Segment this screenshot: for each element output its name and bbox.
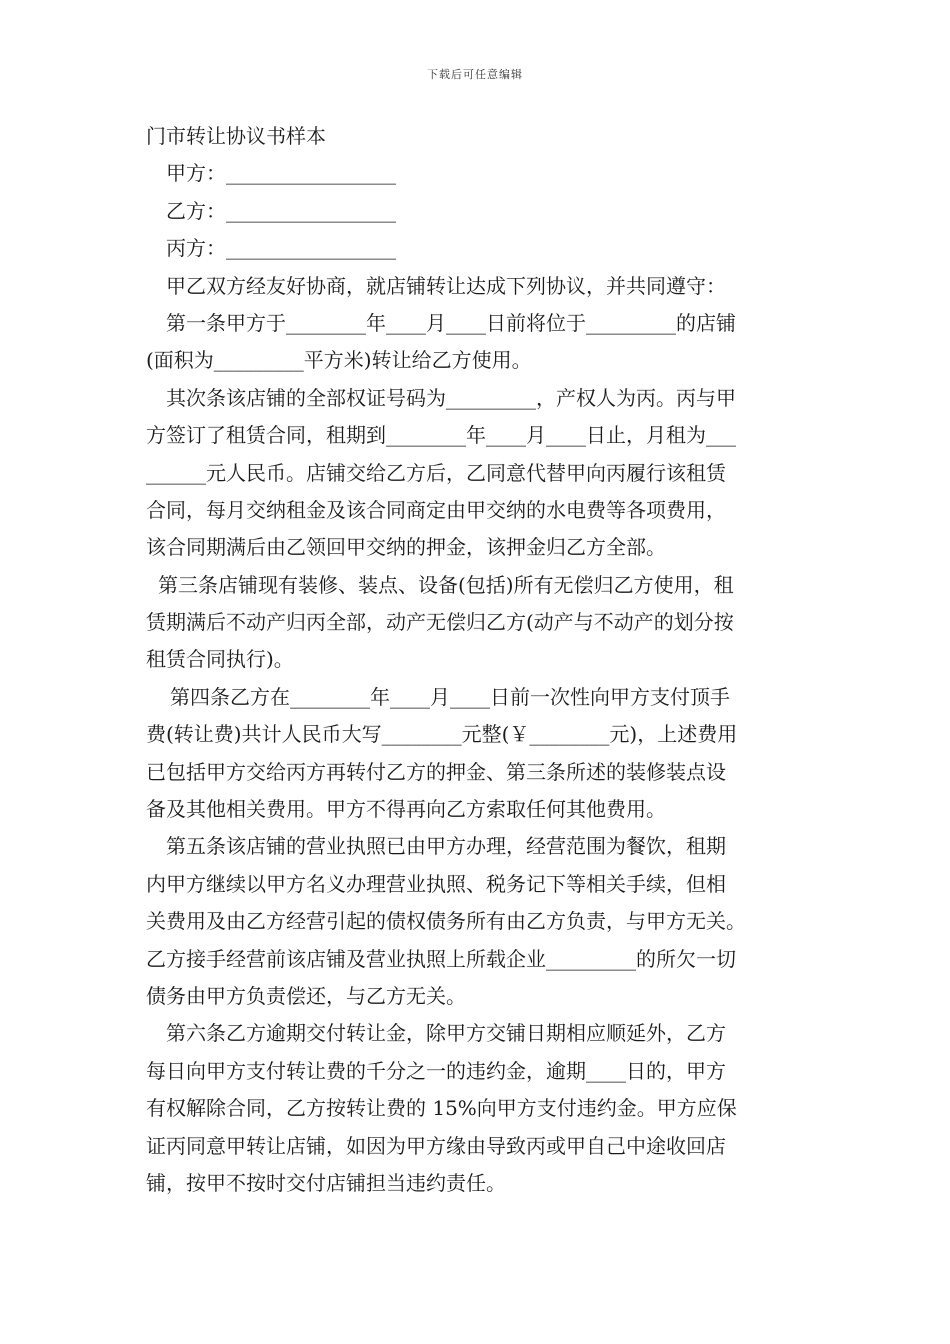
article-4-line-4: 备及其他相关费用。甲方不得再向乙方索取任何其他费用。 — [146, 797, 666, 822]
article-5-line-5: 债务由甲方负责偿还，与乙方无关。 — [146, 983, 466, 1008]
article-4-line-1: 第四条乙方在________年____月____日前一次性向甲方支付顶手 — [170, 684, 730, 709]
preamble-line: 甲乙双方经友好协商，就店铺转让达成下列协议，并共同遵守： — [166, 273, 726, 298]
article-1-line-2: (面积为_________平方米)转让给乙方使用。 — [146, 348, 532, 373]
article-5-line-4: 乙方接手经营前该店铺及营业执照上所载企业_________的所欠一切 — [146, 946, 736, 971]
article-3-line-1: 第三条店铺现有装修、装点、设备(包括)所有无偿归乙方使用，租 — [158, 572, 734, 597]
header-note: 下载后可任意编辑 — [427, 68, 523, 81]
party-a-line: 甲方：_________________ — [166, 161, 396, 186]
article-5-line-1: 第五条该店铺的营业执照已由甲方办理，经营范围为餐饮，租期 — [166, 834, 726, 859]
party-c-line: 丙方：_________________ — [166, 236, 396, 261]
article-5-line-2: 内甲方继续以甲方名义办理营业执照、税务记下等相关手续，但相 — [146, 871, 726, 896]
article-6-line-1: 第六条乙方逾期交付转让金，除甲方交铺日期相应顺延外，乙方 — [166, 1021, 726, 1046]
article-2-line-4: 合同，每月交纳租金及该合同商定由甲交纳的水电费等各项费用， — [146, 497, 726, 522]
article-2-line-5: 该合同期满后由乙领回甲交纳的押金，该押金归乙方全部。 — [146, 535, 666, 560]
document-body — [146, 118, 814, 1202]
article-4-line-3: 已包括甲方交给丙方再转付乙方的押金、第三条所述的装修装点设 — [146, 759, 726, 784]
document-title: 门市转让协议书样本 — [146, 124, 326, 148]
article-6-line-2: 每日向甲方支付转让费的千分之一的违约金，逾期____日的，甲方 — [146, 1058, 726, 1083]
article-3-line-2: 赁期满后不动产归丙全部，动产无偿归乙方(动产与不动产的划分按 — [146, 610, 734, 635]
article-3-line-3: 租赁合同执行)。 — [146, 647, 294, 672]
article-1-line-1: 第一条甲方于________年____月____日前将位于_________的店铺 — [166, 310, 736, 335]
article-6-line-3: 有权解除合同，乙方按转让费的 15%向甲方支付违约金。甲方应保 — [146, 1096, 737, 1121]
article-4-line-2: 费(转让费)共计人民币大写________元整(￥________元)，上述费用 — [146, 722, 738, 747]
article-6-line-5: 铺，按甲不按时交付店铺担当违约责任。 — [146, 1170, 506, 1195]
article-2-line-1: 其次条该店铺的全部权证号码为_________，产权人为丙。丙与甲 — [166, 385, 736, 410]
article-2-line-3: ______元人民币。店铺交给乙方后，乙同意代替甲向丙履行该租赁 — [146, 460, 726, 485]
article-6-line-4: 证丙同意甲转让店铺，如因为甲方缘由导致丙或甲自己中途收回店 — [146, 1133, 726, 1158]
party-b-line: 乙方：_________________ — [166, 198, 396, 223]
article-2-line-2: 方签订了租赁合同，租期到________年____月____日止，月租为___ — [146, 423, 736, 448]
article-5-line-3: 关费用及由乙方经营引起的债权债务所有由乙方负责，与甲方无关。 — [146, 909, 746, 934]
